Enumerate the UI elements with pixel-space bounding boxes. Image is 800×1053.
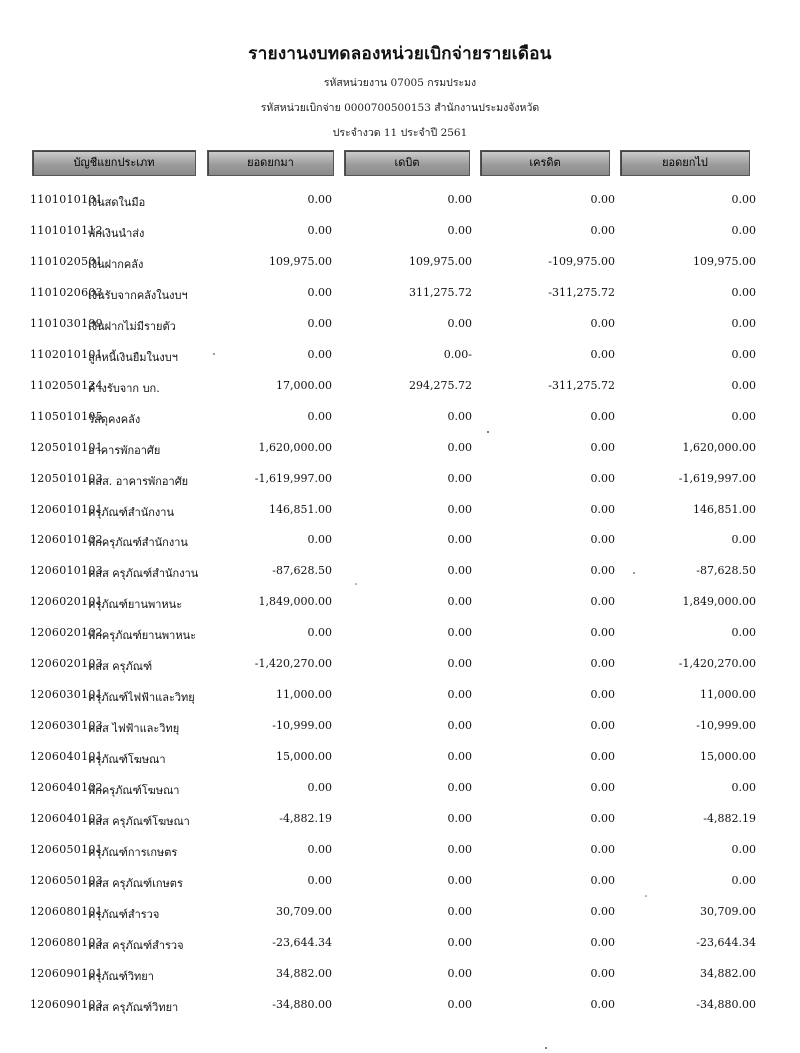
- opening-balance-cell: -87,628.50: [272, 564, 332, 577]
- account-code: 1206080103: [30, 936, 103, 949]
- account-name: คสส ไฟฟ้าและวิทยุ: [88, 722, 180, 735]
- account-code: 1206020103: [30, 657, 103, 670]
- debit-cell: 0.00: [447, 998, 472, 1011]
- account-name: คสส ครุภัณฑ์วิทยา: [88, 1001, 179, 1014]
- account-name: ครุภัณฑ์ยานพาหนะ: [88, 598, 183, 611]
- account-name: เงินฝากคลัง: [88, 258, 144, 271]
- account-code: 1206090103: [30, 998, 103, 1011]
- closing-balance-cell: 146,851.00: [693, 503, 756, 516]
- agency-line: รหัสหน่วยงาน 07005 กรมประมง: [323, 77, 477, 89]
- closing-balance-cell: 0.00: [731, 410, 756, 423]
- opening-balance-cell: 30,709.00: [276, 905, 332, 918]
- account-code: 1102010101: [30, 348, 103, 361]
- credit-cell: 0.00: [590, 503, 615, 516]
- debit-cell: 0.00: [447, 750, 472, 763]
- debit-cell: 0.00: [447, 472, 472, 485]
- account-code: 1206020102: [30, 626, 103, 639]
- debit-cell: 0.00: [447, 595, 472, 608]
- credit-cell: 0.00: [590, 843, 615, 856]
- credit-cell: 0.00: [590, 967, 615, 980]
- account-name: พักครุภัณฑ์โฆษณา: [88, 784, 180, 797]
- closing-balance-cell: 0.00: [731, 193, 756, 206]
- opening-balance-cell: 0.00: [307, 410, 332, 423]
- opening-balance-cell: 0.00: [307, 348, 332, 361]
- credit-cell: 0.00: [590, 224, 615, 237]
- opening-balance-cell: 1,849,000.00: [258, 595, 332, 608]
- account-name: พักเงินนำส่ง: [88, 227, 145, 240]
- credit-cell: -109,975.00: [548, 255, 615, 268]
- opening-balance-cell: 0.00: [307, 874, 332, 887]
- credit-cell: 0.00: [590, 595, 615, 608]
- opening-balance-cell: 0.00: [307, 533, 332, 546]
- account-name: เงินสดในมือ: [88, 196, 146, 209]
- opening-balance-cell: 0.00: [307, 224, 332, 237]
- debit-cell: 0.00: [447, 533, 472, 546]
- account-name: คสส ครุภัณฑ์: [88, 660, 153, 673]
- header-debit: เดบิต: [344, 150, 470, 176]
- closing-balance-cell: 109,975.00: [693, 255, 756, 268]
- header-credit: เครดิต: [480, 150, 610, 176]
- report-title: รายงานงบทดลองหน่วยเบิกจ่ายรายเดือน: [248, 44, 552, 64]
- account-code: 1101030199: [30, 317, 103, 330]
- opening-balance-cell: -23,644.34: [272, 936, 332, 949]
- debit-cell: 0.00: [447, 410, 472, 423]
- closing-balance-cell: -10,999.00: [696, 719, 756, 732]
- account-name: ครุภัณฑ์การเกษตร: [88, 846, 178, 859]
- account-code: 1206050103: [30, 874, 103, 887]
- debit-cell: 311,275.72: [409, 286, 472, 299]
- credit-cell: 0.00: [590, 781, 615, 794]
- credit-cell: 0.00: [590, 626, 615, 639]
- debit-cell: 0.00: [447, 905, 472, 918]
- credit-cell: 0.00: [590, 193, 615, 206]
- closing-balance-cell: 0.00: [731, 533, 756, 546]
- opening-balance-cell: 109,975.00: [269, 255, 332, 268]
- account-code: 1205010103: [30, 472, 103, 485]
- debit-cell: 0.00: [447, 719, 472, 732]
- opening-balance-cell: 34,882.00: [276, 967, 332, 980]
- closing-balance-cell: 0.00: [731, 224, 756, 237]
- credit-cell: -311,275.72: [548, 379, 615, 392]
- credit-cell: 0.00: [590, 410, 615, 423]
- closing-balance-cell: 0.00: [731, 843, 756, 856]
- account-name: ค้างรับจาก บก.: [88, 382, 160, 395]
- account-code: 1206010101: [30, 503, 103, 516]
- closing-balance-cell: -1,619,997.00: [678, 472, 756, 485]
- credit-cell: 0.00: [590, 750, 615, 763]
- account-name: คสส ครุภัณฑ์โฆษณา: [88, 815, 190, 828]
- closing-balance-cell: -4,882.19: [703, 812, 756, 825]
- debit-cell: 0.00: [447, 657, 472, 670]
- account-name: อาคารพักอาศัย: [88, 444, 161, 457]
- opening-balance-cell: -34,880.00: [272, 998, 332, 1011]
- account-name: ลูกหนี้เงินยืมในงบฯ: [88, 351, 178, 364]
- account-name: พักครุภัณฑ์สำนักงาน: [88, 536, 188, 549]
- account-code: 1206040101: [30, 750, 103, 763]
- debit-cell: 0.00-: [443, 348, 472, 361]
- opening-balance-cell: -1,420,270.00: [254, 657, 332, 670]
- debit-cell: 0.00: [447, 224, 472, 237]
- debit-cell: 109,975.00: [409, 255, 472, 268]
- account-code: 1206030101: [30, 688, 103, 701]
- opening-balance-cell: 0.00: [307, 317, 332, 330]
- credit-cell: 0.00: [590, 998, 615, 1011]
- closing-balance-cell: -34,880.00: [696, 998, 756, 1011]
- debit-cell: 0.00: [447, 193, 472, 206]
- debit-cell: 294,275.72: [409, 379, 472, 392]
- opening-balance-cell: 17,000.00: [276, 379, 332, 392]
- closing-balance-cell: 15,000.00: [700, 750, 756, 763]
- debit-cell: 0.00: [447, 626, 472, 639]
- account-code: 1206050101: [30, 843, 103, 856]
- closing-balance-cell: 0.00: [731, 781, 756, 794]
- opening-balance-cell: 11,000.00: [276, 688, 332, 701]
- credit-cell: 0.00: [590, 564, 615, 577]
- credit-cell: 0.00: [590, 812, 615, 825]
- credit-cell: 0.00: [590, 317, 615, 330]
- account-name: ครุภัณฑ์โฆษณา: [88, 753, 166, 766]
- account-name: คสส. อาคารพักอาศัย: [88, 475, 189, 488]
- closing-balance-cell: -1,420,270.00: [678, 657, 756, 670]
- opening-balance-cell: -10,999.00: [272, 719, 332, 732]
- opening-balance-cell: 1,620,000.00: [258, 441, 332, 454]
- account-name: ครุภัณฑ์สำนักงาน: [88, 506, 174, 519]
- account-code: 1101010101: [30, 193, 103, 206]
- credit-cell: 0.00: [590, 533, 615, 546]
- account-name: คสส ครุภัณฑ์สำนักงาน: [88, 567, 199, 580]
- credit-cell: 0.00: [590, 936, 615, 949]
- disbursement-unit-line: รหัสหน่วยเบิกจ่าย 0000700500153 สำนักงานประมงจังหวัด: [260, 102, 540, 114]
- opening-balance-cell: 0.00: [307, 286, 332, 299]
- closing-balance-cell: 0.00: [731, 348, 756, 361]
- credit-cell: 0.00: [590, 874, 615, 887]
- opening-balance-cell: -4,882.19: [279, 812, 332, 825]
- header-opening-balance: ยอดยกมา: [207, 150, 334, 176]
- closing-balance-cell: -23,644.34: [696, 936, 756, 949]
- closing-balance-cell: 0.00: [731, 874, 756, 887]
- account-code: 1206010102: [30, 533, 103, 546]
- closing-balance-cell: 34,882.00: [700, 967, 756, 980]
- debit-cell: 0.00: [447, 441, 472, 454]
- debit-cell: 0.00: [447, 688, 472, 701]
- account-code: 1206040102: [30, 781, 103, 794]
- debit-cell: 0.00: [447, 936, 472, 949]
- header-account: บัญชีแยกประเภท: [32, 150, 196, 176]
- closing-balance-cell: 11,000.00: [700, 688, 756, 701]
- account-name: ครุภัณฑ์วิทยา: [88, 970, 154, 983]
- closing-balance-cell: 1,620,000.00: [682, 441, 756, 454]
- account-code: 1105010105: [30, 410, 103, 423]
- closing-balance-cell: 1,849,000.00: [682, 595, 756, 608]
- account-code: 1206040103: [30, 812, 103, 825]
- credit-cell: 0.00: [590, 688, 615, 701]
- account-name: พักครุภัณฑ์ยานพาหนะ: [88, 629, 197, 642]
- account-name: คสส ครุภัณฑ์สำรวจ: [88, 939, 184, 952]
- debit-cell: 0.00: [447, 874, 472, 887]
- debit-cell: 0.00: [447, 781, 472, 794]
- credit-cell: 0.00: [590, 348, 615, 361]
- account-code: 1102050124: [30, 379, 103, 392]
- debit-cell: 0.00: [447, 503, 472, 516]
- closing-balance-cell: 0.00: [731, 626, 756, 639]
- account-name: คสส ครุภัณฑ์เกษตร: [88, 877, 183, 890]
- debit-cell: 0.00: [447, 317, 472, 330]
- opening-balance-cell: 0.00: [307, 626, 332, 639]
- credit-cell: 0.00: [590, 441, 615, 454]
- period-line: ประจำงวด 11 ประจำปี 2561: [332, 127, 468, 139]
- closing-balance-cell: -87,628.50: [696, 564, 756, 577]
- account-name: ครุภัณฑ์สำรวจ: [88, 908, 160, 921]
- debit-cell: 0.00: [447, 812, 472, 825]
- account-name: ครุภัณฑ์ไฟฟ้าและวิทยุ: [88, 691, 195, 704]
- credit-cell: 0.00: [590, 657, 615, 670]
- account-code: 1205010101: [30, 441, 103, 454]
- opening-balance-cell: -1,619,997.00: [254, 472, 332, 485]
- account-code: 1101020501: [30, 255, 103, 268]
- account-name: วัสดุคงคลัง: [88, 413, 141, 426]
- credit-cell: 0.00: [590, 719, 615, 732]
- account-code: 1206010103: [30, 564, 103, 577]
- account-name: เงินรับจากคลังในงบฯ: [88, 289, 188, 302]
- account-code: 1101020603: [30, 286, 103, 299]
- header-closing-balance: ยอดยกไป: [620, 150, 750, 176]
- opening-balance-cell: 0.00: [307, 781, 332, 794]
- debit-cell: 0.00: [447, 564, 472, 577]
- closing-balance-cell: 0.00: [731, 286, 756, 299]
- opening-balance-cell: 146,851.00: [269, 503, 332, 516]
- opening-balance-cell: 0.00: [307, 843, 332, 856]
- closing-balance-cell: 0.00: [731, 317, 756, 330]
- account-name: เงินฝากไม่มีรายตัว: [88, 320, 176, 333]
- credit-cell: 0.00: [590, 905, 615, 918]
- opening-balance-cell: 0.00: [307, 193, 332, 206]
- debit-cell: 0.00: [447, 843, 472, 856]
- account-code: 1206090101: [30, 967, 103, 980]
- account-code: 1206030103: [30, 719, 103, 732]
- account-code: 1206020101: [30, 595, 103, 608]
- credit-cell: 0.00: [590, 472, 615, 485]
- closing-balance-cell: 0.00: [731, 379, 756, 392]
- opening-balance-cell: 15,000.00: [276, 750, 332, 763]
- account-code: 1206080101: [30, 905, 103, 918]
- credit-cell: -311,275.72: [548, 286, 615, 299]
- closing-balance-cell: 30,709.00: [700, 905, 756, 918]
- account-code: 1101010112: [30, 224, 103, 237]
- debit-cell: 0.00: [447, 967, 472, 980]
